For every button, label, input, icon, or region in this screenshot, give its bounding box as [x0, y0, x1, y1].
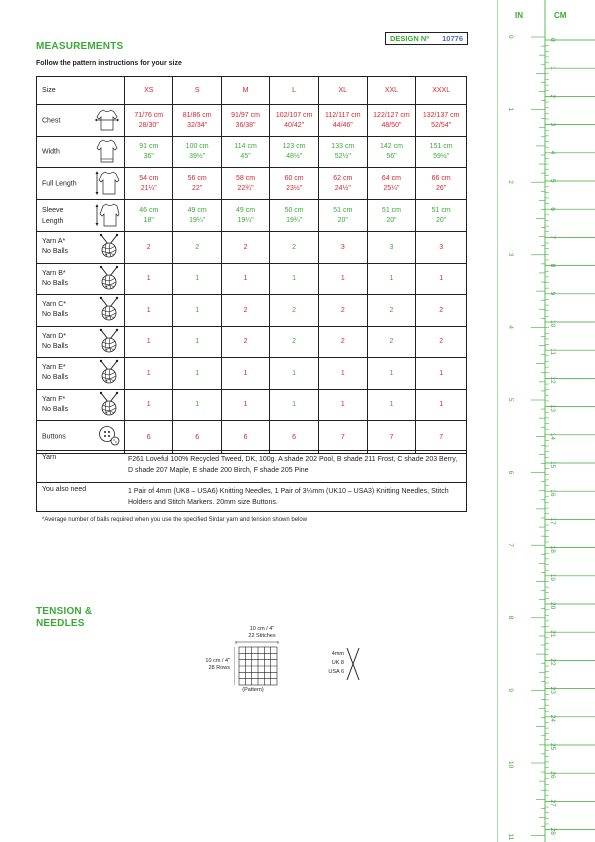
- button-count: 7: [318, 421, 367, 454]
- measurement-value: [270, 105, 319, 137]
- inch-value: 20": [337, 216, 348, 224]
- measurement-value: [221, 137, 269, 168]
- size-value: XXXL: [416, 77, 467, 105]
- measurement-value: [270, 168, 319, 200]
- yarn-balls-label: No Balls: [42, 248, 69, 256]
- yarn-ball-icon: [98, 328, 120, 356]
- swatch-pattern-label: (Pattern): [242, 687, 264, 693]
- inch-value: 25¼": [383, 184, 400, 192]
- inch-value: 24½": [334, 184, 351, 192]
- design-number: 10776: [442, 34, 463, 43]
- garment-width-icon: [94, 138, 120, 166]
- yarn-label: Yarn: [37, 451, 124, 483]
- size-value: XS: [125, 77, 173, 105]
- yarn-ball-count: 2: [221, 295, 269, 327]
- yarn-ball-count: 2: [125, 232, 173, 264]
- yarn-ball-icon: [98, 391, 120, 419]
- yarn-label-cell: [37, 295, 125, 327]
- measurement-value: [221, 105, 269, 137]
- measurement-label-cell: [37, 200, 125, 232]
- cm-value: 51 cm: [431, 206, 451, 214]
- yarn-ball-count: 1: [367, 358, 416, 390]
- inch-value: 22¾": [237, 184, 254, 192]
- design-number-box: [385, 32, 468, 45]
- yarn-ball-icon: [98, 233, 120, 261]
- yarn-ball-count: 2: [367, 295, 416, 327]
- cm-value: 50 cm: [284, 206, 304, 214]
- cm-value: 66 cm: [431, 174, 451, 182]
- yarn-ball-count: 1: [221, 263, 269, 295]
- cm-value: 49 cm: [187, 206, 207, 214]
- swatch-rows: 28 Rows: [208, 665, 230, 671]
- yarn-label-cell: [37, 326, 125, 358]
- yarn-ball-icon: [98, 265, 120, 293]
- cm-value: 142 cm: [379, 143, 403, 150]
- inch-value: 26": [436, 184, 447, 192]
- inch-value: 19¼": [237, 216, 254, 224]
- cm-value: 46 cm: [139, 206, 159, 214]
- measurement-value: [416, 137, 467, 168]
- swatch-height: 10 cm / 4": [205, 658, 230, 664]
- ruler-cm-label: 5: [549, 179, 556, 183]
- buttons-label-cell: [37, 421, 125, 454]
- cm-value: 132/137 cm: [422, 111, 460, 119]
- ruler-cm-label: 8: [549, 263, 556, 268]
- tension-title-line1: TENSION &: [36, 606, 93, 617]
- yarn-label: [42, 269, 68, 289]
- ruler-inch-label: 10: [507, 761, 514, 769]
- inch-value: 18": [143, 216, 154, 224]
- yarn-ball-count: 2: [318, 295, 367, 327]
- yarn-balls-label: No Balls: [42, 374, 69, 382]
- measurement-row: [37, 168, 467, 200]
- inch-value: 36/38": [235, 121, 256, 129]
- ruler-inch-label: 8: [507, 615, 514, 620]
- measurement-value: [416, 105, 467, 137]
- ruler-cm-label: 23: [549, 686, 556, 694]
- yarn-ball-count: 1: [221, 358, 269, 390]
- yarn-name: Yarn C*: [42, 301, 66, 309]
- inch-value: 56": [386, 153, 397, 160]
- yarn-ball-count: 1: [173, 263, 221, 295]
- swatch-stitches: 22 Stitches: [248, 633, 276, 639]
- ruler-inch-label: 4: [507, 325, 514, 330]
- ruler-cm-label: 3: [549, 122, 556, 127]
- cm-value: 91/97 cm: [231, 111, 260, 119]
- yarn-label: [42, 300, 68, 320]
- yarn-label-cell: [37, 358, 125, 390]
- measurement-value: [125, 168, 173, 200]
- inch-value: 20": [436, 216, 447, 224]
- ruler-inch-label: 6: [507, 470, 514, 475]
- measurement-row: [37, 137, 467, 168]
- yarn-row: [37, 389, 467, 421]
- yarn-ball-count: 3: [416, 232, 467, 264]
- yarn-ball-icon: [98, 359, 120, 387]
- ruler-cm-label: 10: [549, 320, 556, 328]
- inch-value: 19¼": [189, 216, 206, 224]
- yarn-name: Yarn F*: [42, 395, 66, 403]
- cm-value: 112/117 cm: [325, 111, 361, 119]
- measurement-label: Chest: [42, 117, 61, 124]
- ruler-cm-label: 2: [549, 94, 556, 99]
- full-length-icon: [94, 170, 120, 198]
- cm-value: 102/107 cm: [275, 111, 313, 119]
- yarn-ball-count: 1: [125, 389, 173, 421]
- need-text: 1 Pair of 4mm (UK8 – USA6) Knitting Needles, 1 Pair of 3¼mm (UK10 – USA3) Knitting Needles, Stitch Holders and Stitch Markers. 20mm size Buttons.: [123, 483, 467, 512]
- ruler-cm-label: 17: [549, 517, 556, 525]
- ruler-inch-label: 0: [507, 35, 514, 39]
- follow-instructions-text: Follow the pattern instructions for your size: [36, 60, 182, 67]
- yarn-ball-count: 1: [416, 263, 467, 295]
- yarn-row: [37, 232, 467, 264]
- ruler-cm-label: 1: [549, 66, 556, 70]
- yarn-ball-count: 1: [173, 389, 221, 421]
- yarn-info-table: [36, 450, 467, 512]
- yarn-ball-count: 1: [221, 389, 269, 421]
- yarn-ball-icon: [98, 296, 120, 324]
- measurement-value: [318, 137, 367, 168]
- measurement-value: [221, 168, 269, 200]
- buttons-row: [37, 421, 467, 454]
- yarn-name: Yarn B*: [42, 269, 66, 277]
- sleeve-length-icon: [94, 202, 120, 230]
- yarn-ball-count: 1: [173, 295, 221, 327]
- cm-value: 58 cm: [236, 174, 256, 182]
- measurement-value: [416, 200, 467, 232]
- ruler-cm-label: 20: [549, 602, 556, 610]
- tension-title: [36, 606, 92, 630]
- ruler-cm-label: CM: [554, 11, 567, 20]
- cm-value: 54 cm: [139, 174, 159, 182]
- measurement-value: [367, 200, 416, 232]
- ruler-inch-label: 11: [507, 833, 514, 841]
- cm-value: 91 cm: [139, 143, 159, 150]
- yarn-ball-count: 1: [270, 389, 319, 421]
- inch-value: 59½": [433, 153, 450, 160]
- yarn-label: [42, 237, 68, 257]
- ruler-cm-label: 7: [549, 235, 556, 240]
- measurement-value: [173, 200, 221, 232]
- ruler-inch-label: 3: [507, 252, 514, 257]
- inch-value: 21¼": [140, 184, 157, 192]
- button-count: 6: [173, 421, 221, 454]
- measurement-value: [173, 137, 221, 168]
- swatch-width: 10 cm / 4": [249, 626, 275, 632]
- needle-size-text: [318, 650, 344, 677]
- measurement-value: [173, 168, 221, 200]
- inch-value: 48/50": [381, 121, 402, 129]
- ruler-inch-label: 2: [507, 180, 514, 184]
- inch-value: 36": [143, 153, 154, 160]
- tension-title-line2: NEEDLES: [36, 618, 85, 629]
- ruler-cm-label: 15: [549, 461, 556, 469]
- measurement-label: Width: [42, 148, 60, 156]
- yarn-label-cell: [37, 263, 125, 295]
- yarn-ball-count: 1: [416, 389, 467, 421]
- yarn-ball-count: 1: [318, 389, 367, 421]
- measurement-value: [367, 105, 416, 137]
- ruler-cm-label: 16: [549, 489, 556, 497]
- ruler-cm-label: 14: [549, 432, 556, 441]
- measurement-row: [37, 105, 467, 137]
- yarn-ball-count: 2: [270, 326, 319, 358]
- yarn-ball-count: 1: [125, 358, 173, 390]
- ruler-cm-label: 12: [549, 376, 556, 384]
- needle-uk: UK 8: [331, 660, 344, 666]
- yarn-label: [42, 363, 68, 383]
- ruler-cm-label: 9: [549, 291, 556, 296]
- cm-value: 60 cm: [284, 174, 304, 182]
- cm-value: 114 cm: [234, 143, 257, 150]
- swatch-width-label: [234, 626, 290, 640]
- cm-value: 81/86 cm: [182, 111, 212, 119]
- needle-usa: USA 6: [328, 669, 344, 675]
- yarn-ball-count: 1: [125, 263, 173, 295]
- yarn-ball-count: 1: [318, 263, 367, 295]
- ruler-in-label: IN: [515, 11, 523, 20]
- size-row: [37, 77, 467, 105]
- yarn-balls-label: No Balls: [42, 279, 69, 287]
- ruler-inch-label: 7: [507, 543, 514, 547]
- measurements-table: [36, 76, 467, 454]
- yarn-name: Yarn E*: [42, 364, 66, 372]
- size-value: L: [270, 77, 319, 105]
- ruler-cm-label: 27: [549, 799, 556, 807]
- inch-value: 28/30": [138, 121, 159, 129]
- button-count: 7: [367, 421, 416, 454]
- measurement-label-cell: [37, 168, 125, 200]
- yarn-label-cell: [37, 389, 125, 421]
- yarn-ball-count: 2: [270, 232, 319, 264]
- yarn-ball-count: 1: [367, 263, 416, 295]
- yarn-ball-count: 1: [125, 326, 173, 358]
- inch-value: 19¾": [286, 216, 303, 224]
- inch-value: 52½": [334, 153, 351, 160]
- measurement-value: [125, 200, 173, 232]
- ruler-cm-label: 22: [549, 658, 556, 666]
- yarn-ball-count: 2: [416, 295, 467, 327]
- yarn-ball-count: 3: [367, 232, 416, 264]
- inch-value: 52/54": [431, 121, 452, 129]
- yarn-row: [37, 326, 467, 358]
- buttons-icon: [98, 425, 120, 449]
- cm-value: 62 cm: [333, 174, 353, 182]
- ruler-cm-label: 18: [549, 545, 556, 553]
- ruler-cm-label: 26: [549, 771, 556, 779]
- inch-value: 23½": [286, 184, 303, 192]
- yarn-ball-count: 1: [318, 358, 367, 390]
- measurement-value: [270, 137, 319, 168]
- yarn-ball-count: 2: [221, 326, 269, 358]
- size-value: XL: [318, 77, 367, 105]
- cm-value: 122/127 cm: [373, 111, 410, 119]
- yarn-row: [37, 358, 467, 390]
- footnote: *Average number of balls required when you use the specified Sirdar yarn and tension shown below: [42, 517, 308, 523]
- yarn-ball-count: 1: [367, 389, 416, 421]
- inch-value: 32/34": [187, 121, 208, 129]
- crossed-needles-icon: [346, 647, 360, 681]
- yarn-ball-count: 2: [367, 326, 416, 358]
- yarn-balls-label: No Balls: [42, 311, 69, 319]
- inch-value: 45": [240, 153, 251, 160]
- cm-value: 49 cm: [236, 206, 256, 214]
- yarn-ball-count: 2: [270, 295, 319, 327]
- measurement-row: [37, 200, 467, 232]
- yarn-ball-count: 1: [416, 358, 467, 390]
- yarn-text: F261 Loveful 100% Recycled Tweed, DK, 100g. A shade 202 Pool, B shade 211 Frost, C shade 203 Berry, D shade 207 Maple, E shade 200 Birch, F shade 205 Pine: [123, 451, 467, 483]
- ruler-cm-label: 21: [549, 630, 556, 638]
- ruler-inch-label: 9: [507, 688, 514, 693]
- ruler-cm-label: 24: [549, 714, 556, 723]
- ruler-cm-label: 6: [549, 207, 556, 211]
- yarn-ball-count: 2: [416, 326, 467, 358]
- cm-value: 56 cm: [187, 174, 207, 182]
- button-count: 6: [221, 421, 269, 454]
- button-count: 7: [416, 421, 467, 454]
- ruler: [497, 0, 595, 842]
- measurement-value: [125, 137, 173, 168]
- yarn-label: [42, 395, 68, 415]
- buttons-label: Buttons: [42, 433, 66, 441]
- yarn-ball-count: 2: [173, 232, 221, 264]
- yarn-ball-count: 1: [270, 263, 319, 295]
- yarn-label: [42, 332, 68, 352]
- cm-value: 71/76 cm: [134, 111, 164, 119]
- cm-value: 51 cm: [381, 206, 401, 214]
- ruler-cm-label: 25: [549, 743, 556, 751]
- measurement-label-cell: [37, 137, 125, 168]
- measurements-title: MEASUREMENTS: [36, 41, 124, 52]
- inch-value: 48½": [286, 153, 303, 160]
- ruler-cm-label: 28: [549, 827, 556, 835]
- cm-value: 51 cm: [333, 206, 353, 214]
- ruler-inch-label: 1: [507, 107, 514, 112]
- cm-value: 100 cm: [185, 143, 209, 150]
- ruler-cm-label: 0: [549, 38, 556, 42]
- yarn-ball-count: 1: [125, 295, 173, 327]
- yarn-ball-count: 1: [173, 326, 221, 358]
- ruler-cm-label: 4: [549, 150, 556, 155]
- yarn-ball-count: 1: [173, 358, 221, 390]
- button-count: 6: [270, 421, 319, 454]
- inch-value: 20": [386, 216, 397, 224]
- yarn-balls-label: No Balls: [42, 342, 69, 350]
- yarn-label-cell: [37, 232, 125, 264]
- tension-grid-icon: [234, 641, 280, 687]
- yarn-row: [37, 295, 467, 327]
- design-label: DESIGN Nº: [390, 34, 429, 43]
- measurement-value: [416, 168, 467, 200]
- size-value: M: [221, 77, 269, 105]
- inch-value: 44/46": [332, 121, 353, 129]
- yarn-ball-count: 3: [318, 232, 367, 264]
- measurement-value: [318, 168, 367, 200]
- measurement-value: [221, 200, 269, 232]
- button-count: 6: [125, 421, 173, 454]
- size-value: XXL: [367, 77, 416, 105]
- yarn-balls-label: No Balls: [42, 405, 69, 413]
- cm-value: 64 cm: [381, 174, 401, 182]
- yarn-name: Yarn A*: [42, 238, 66, 246]
- ruler-cm-label: 13: [549, 404, 556, 412]
- chest-width-icon: [94, 108, 120, 134]
- measurement-label: Sleeve Length: [42, 206, 64, 225]
- measurement-value: [367, 137, 416, 168]
- ruler-cm-label: 11: [549, 348, 556, 355]
- yarn-ball-count: 1: [270, 358, 319, 390]
- cm-value: 133 cm: [331, 143, 355, 150]
- yarn-ball-count: 2: [221, 232, 269, 264]
- size-label: Size: [37, 77, 125, 105]
- cm-value: 123 cm: [282, 143, 306, 150]
- inch-value: 39½": [189, 153, 206, 160]
- size-value: S: [173, 77, 221, 105]
- need-label: You also need: [37, 483, 124, 512]
- inch-value: 22": [192, 184, 203, 192]
- needle-mm: 4mm: [331, 651, 344, 657]
- measurement-label: Full Length: [42, 180, 77, 187]
- yarn-ball-count: 2: [318, 326, 367, 358]
- measurement-value: [270, 200, 319, 232]
- measurement-value: [318, 200, 367, 232]
- ruler-cm-label: 19: [549, 573, 556, 582]
- yarn-name: Yarn D*: [42, 332, 66, 340]
- yarn-row: [37, 263, 467, 295]
- measurement-value: [318, 105, 367, 137]
- swatch-height-label: [193, 658, 230, 672]
- measurement-value: [367, 168, 416, 200]
- measurement-value: [125, 105, 173, 137]
- measurement-label-cell: [37, 105, 125, 137]
- ruler-inch-label: 5: [507, 398, 514, 402]
- inch-value: 40/42": [284, 121, 305, 129]
- measurement-value: [173, 105, 221, 137]
- cm-value: 151 cm: [429, 143, 453, 150]
